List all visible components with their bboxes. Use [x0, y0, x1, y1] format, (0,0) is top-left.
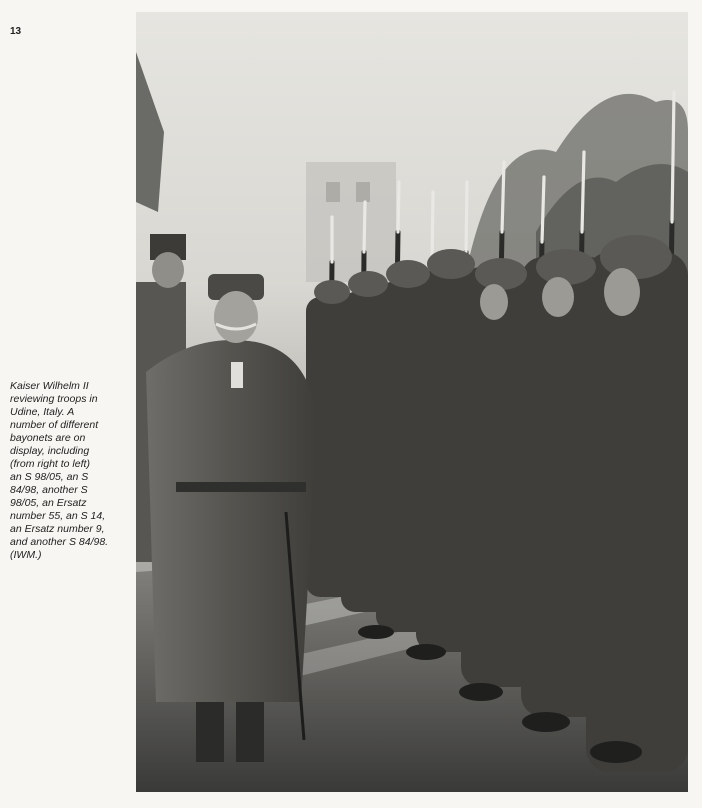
- historical-photograph: [136, 12, 688, 792]
- page-number: 13: [10, 26, 22, 37]
- photo-caption: Kaiser Wilhelm II reviewing troops in Udine, Italy. A number of different bayonets are on display, including (from right to left) an S 98/05, an S 84/98, another S 98/05, an Ersatz number 55, an S 14, an Ersatz number 9, and another S 84/98. (IWM.): [10, 380, 109, 561]
